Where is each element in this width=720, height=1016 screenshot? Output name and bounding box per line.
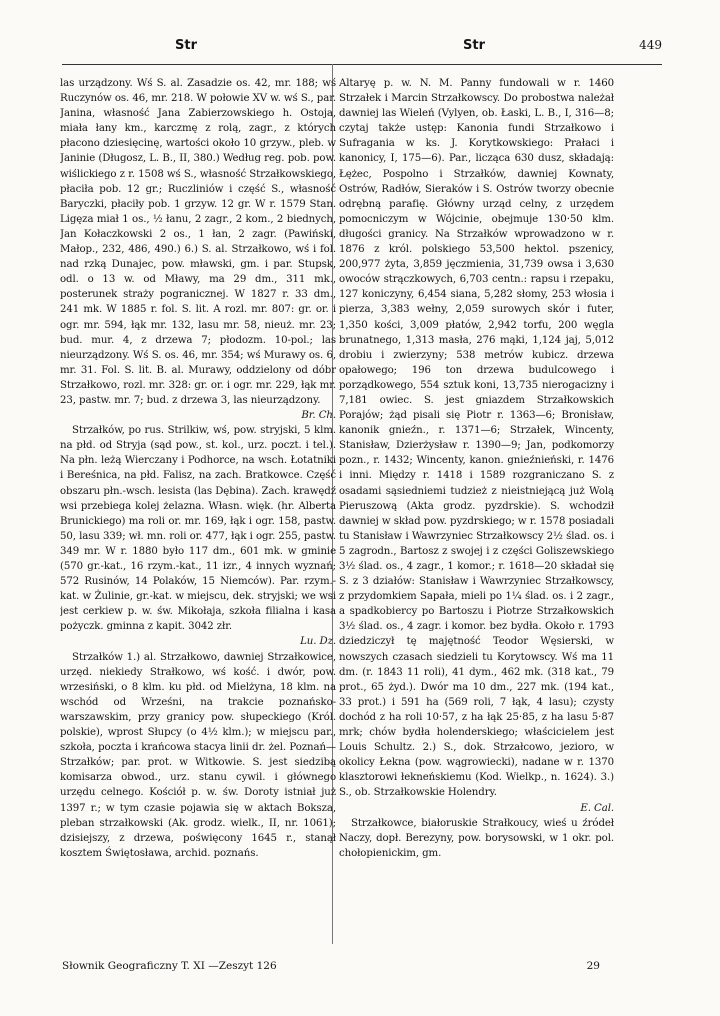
entry-text: Strzałków 1.) al. Strzałkowo, dawniej Strzałkowice, urzęd. niekiedy Strałkowo, wś kość. i dwór, pow. wrzesiński, o 8 klm. ku płd. od Mielżyna, 18 klm. na wschód od Wrześni, na trakcie poznańsko-warszawskim, przy granicy pow. słupeckiego (Król. polskie), wprost Słupcy (o 4½ klm.); w miejscu par., szkoła, poczta i krańcowa stacya linii dr. żel. Poznań—Strzałków; par. prot. w Witkowie. S. jest siedzibą komisarza obwod., urz. stanu cywil. i głównego urzędu celnego. Kościół p. w. św. Doroty istniał już 1397 r.; w tym czasie pojawia się w aktach Boksza, pleban strzałkowski (Ak. grodz. wielk., II, nr. 1061); dzisiejszy, z drzewa, poświęcony 1645 r., stanął kosztem Świętosława, archid. poznańs. [60, 651, 336, 859]
entry-author: Br. Ch. [301, 410, 336, 422]
entry-author: Lu. Dz. [300, 636, 336, 648]
footer-publication: Słownik Geograficzny T. XI —Zeszyt 126 [62, 960, 277, 972]
left-column [60, 76, 336, 948]
entry-author: E. Cal. [580, 802, 614, 814]
entry-text: Altaryę p. w. N. M. Panny fundowali w r. 1460 Strzałek i Marcin Strzałkowscy. Do probostwa należał dawniej las Wieleń (Vylyen, ob. Łaski, L. B., I, 316—8; czytaj także ustęp: Kanonia fundi Strzałkowo i Sufragania w ks. J. Korytkowskiego: Prałaci i kanonicy, I, 175—6). Par., licząca 630 dusz, składają: Łężec, Pospolno i Strzałków, dawniej Kownaty, Ostrów, Radłów, Sieraków i S. Ostrów tworzy obecnie odrębną parafię. Główny urząd celny, z urzędem pomocniczym w Wójcinie, obejmuje 130·50 klm. długości granicy. Na Strzałków wprowadzono w r. 1876 z król. polskiego 53,500 hektol. pszenicy, 200,977 żyta, 3,859 jęczmienia, 31,739 owsa i 3,630 owoców strączkowych, 6,703 centn.: rapsu i rzepaku, 127 koniczyny, 6,454 siana, 5,282 słomy, 253 włosia i pierza, 3,383 wełny, 2,059 surowych skór i futer, 1,350 kości, 3,009 płatów, 2,942 torfu, 200 węgla brunatnego, 1,313 masła, 276 mąki, 1,124 jaj, 5,012 drobiu i zwierzyny; 538 metrów kubicz. drzewa opałowego; 196 ton drzewa budulcowego i porządkowego, 554 sztuk koni, 13,735 nierogacizny i 7,181 owiec. S. jest gniazdem Strzałkowskich Porajów; żąd pisali się Piotr r. 1363—6; Bronisław, kanonik gnieźn., r. 1371—6; Strzałek, Wincenty, Stanisław, Dzierżysław r. 1390—9; Jan, podkomorzy pozn., r. 1432; Wincenty, kanon. gnieźnieński, r. 1476 i inni. Między r. 1418 i 1589 rozgraniczano S. z osadami sąsiedniemi tudzież z nieistniejącą już Wolą Pieruszową (Akta grodz. pyzdrskie). S. wchodził dawniej w skład pow. pyzdrskiego; w r. 1578 posiadali tu Stanisław i Wawrzyniec Strzałkowscy 2½ ślad. os. i 5 zagrodn., Bartosz z swojej i z części Goliszewskiego 3½ ślad. os., 4 zagr., 1 komor.; r. 1618—20 składał się S. z 3 działów: Stanisław i Wawrzyniec Strzałkowscy, z przydomkiem Sapała, mieli po 1¼ ślad. os. i 2 zagr., a spadkobiercy po Bartoszu i Piotrze Strzałkowskich 3½ ślad. os., 4 zagr. i komor. bez bydła. Około r. 1793 dziedziczył tę majętność Teodor Węsierski, w nowszych czasach siedzieli tu Korytowscy. Wś ma 11 dm. (r. 1843 11 roli), 41 dym., 462 mk. (318 kat., 79 prot., 65 żyd.). Dwór ma 10 dm., 227 mk. (194 kat., 33 prot.) i 591 ha (569 roli, 7 łąk, 4 lasu); czysty dochód z ha roli 10·57, z ha łąk 25·85, z ha lasu 5·87 mrk; chów bydła holenderskiego; właścicielem jest Louis Schultz. 2.) S., dok. Strzałcowo, jezioro, w okolicy Łekna (pow. wągrowiecki), nadane w r. 1370 klasztorowi łekneńskiemu (Kod. Wielkp., n. 1624). 3.) S., ob. Strzałkowskie Holendry. [339, 78, 614, 799]
page-number: 449 [639, 38, 662, 52]
page-header [62, 38, 662, 56]
entry-text: Strzałków, po rus. Strilkiw, wś, pow. stryjski, 5 klm. na płd. od Stryja (sąd pow., st. kol., urz. poczt. i tel.). Na płn. leżą Wierczany i Podhorce, na wsch. Łotatniki i Bereśnica, na płd. Falisz, na zach. Bratkowce. Część obszaru płn.-wsch. lesista (las Dębina). Zach. krawędź wsi przebiega kolej żelazna. Własn. więk. (hr. Alberta Brunickiego) ma roli or. mr. 169, łąk i ogr. 158, pastw. 50, lasu 339; wł. mn. roli or. 477, łąk i ogr. 255, pastw. 349 mr. W r. 1880 było 117 dm., 601 mk. w gminie (570 gr.-kat., 16 rzym.-kat., 11 izr., 4 innych wyznań; 572 Rusinów, 14 Polaków, 15 Niemców). Par. rzym.-kat. w Żulinie, gr.-kat. w miejscu, dek. stryjski; we wsi jest cerkiew p. w. św. Mikołaja, szkoła filialna i kasa pożyczk. gminna z kapit. 3042 złr. [60, 425, 336, 633]
entry-text: las urządzony. Wś S. al. Zasadzie os. 42, mr. 188; wś Ruczynów os. 46, mr. 218. W połowie XV w. wś S., par. Janina, własność Jana Zabierzowskiego h. Ostoja, miała łany km., karczmę z rolą, zagr., z których płacono dziesięcinę, wartości około 10 grzyw., pleb. w Janinie (Długosz, L. B., II, 380.) Według reg. pob. pow. wiślickiego z r. 1508 wś S., własność Strzałkowskiego, płaciła pob. 12 gr.; Ruczliniów i część S., własność Baryczki, płaciły pob. 1 grzyw. 12 gr. W r. 1579 Stan. Ligęza miał 1 os., ½ łanu, 2 zagr., 2 kom., 2 biednych, Jan Kołaczkowski 2 os., 1 łan, 2 zagr. (Pawiński, Małop., 232, 486, 490.) 6.) S. al. Strzałkowo, wś i fol. nad rzką Dunajec, pow. mławski, gm. i par. Stupsk, odl. o 13 w. od Mławy, ma 29 dm., 311 mk., posterunek straży pogranicznej. W 1827 r. 33 dm., 241 mk. W 1885 r. fol. S. lit. A rozl. mr. 807: gr. or. i ogr. mr. 594, łąk mr. 132, lasu mr. 58, nieuż. mr. 23; bud. mur. 4, z drzewa 7; płodozm. 10-pol.; las nieurządzony. Wś S. os. 46, mr. 354; wś Murawy os. 6, mr. 31. Fol. S. lit. B. al. Murawy, oddzielony od dóbr Strzałkowo, rozl. mr. 328: gr. or. i ogr. mr. 229, łąk mr. 23, pastw. mr. 7; bud. z drzewa 3, las nieurządzony. [60, 78, 336, 406]
entry-text: Strzałkowce, białoruskie Strałkoucy, wieś u źródeł Naczy, dopł. Berezyny, pow. borysowski, w 1 okr. pol. chołopienickim, gm. [339, 817, 614, 859]
header-right-title: Str [463, 38, 485, 53]
footer-signature: 29 [586, 960, 600, 972]
header-left-title: Str [175, 38, 197, 53]
header-rule [62, 64, 662, 65]
right-column [339, 76, 614, 948]
page-footer [62, 960, 662, 976]
